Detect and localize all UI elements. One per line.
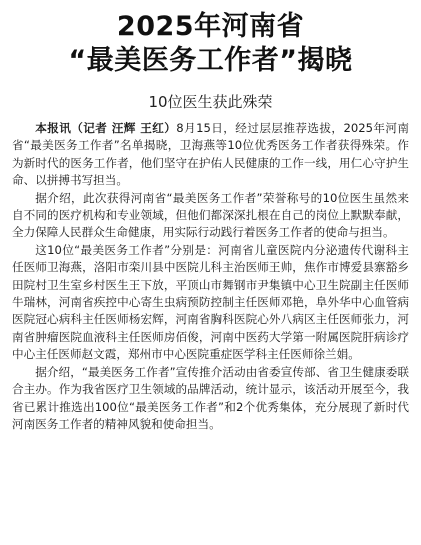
article-paragraph-4: 据介绍，“最美医务工作者”宣传推介活动由省委宣传部、省卫生健康委联合主办。作为我省医疗卫生领域的品牌活动，统计显示，该活动开展至今，我省已累计推选出100位“最美医务工作者”和2个优秀集体，充分展现了新时代河南医务工作者的精神风貌和使命担当。 [12,364,409,431]
subheadline: 10位医生获此殊荣 [148,93,273,111]
article-paragraph-2: 据介绍，此次获得河南省“最美医务工作者”荣誉称号的10位医生虽然来自不同的医疗机构和专业领域，但他们都深深扎根在自己的岗位上默默奉献，全力保障人民群众生命健康，用实际行动践行着医务工作者的使命与担当。 [12,190,409,240]
byline: 本报讯（记者 汪辉 王红） [35,121,177,135]
paragraph-1-text: 8月15日，经过层层推荐选拔，2025年河南省“最美医务工作者”名单揭晓，卫海燕等10位优秀医务工作者获得殊荣。作为新时代的医务工作者，他们坚守在护佑人民健康的工作一线，用仁心守护生命、以拼搏书写担当。 [12,121,409,188]
article-paragraph-1 [12,120,409,190]
article-paragraph-3: 这10位“最美医务工作者”分别是：河南省儿童医院内分泌遗传代谢科主任医师卫海燕，洛阳市栾川县中医院儿科主治医师王帅，焦作市博爱县寨豁乡田院村卫生室乡村医生王下放，平顶山市舞钢市尹集镇中心卫生院副主任医师牛瑞林，河南省疾控中心寄生虫病预防控制主任医师邓艳，阜外华中心血管病医院冠心病科主任医师杨宏辉，河南省胸科医院心外八病区主任医师张力，河南省肿瘤医院血液科主任医师房佰俊，河南中医药大学第一附属医院肝病诊疗中心主任医师赵文霞，郑州市中心医院重症医学科主任医师徐兰娟。 [12,242,409,362]
headline-line-2: “最美医务工作者”揭晓 [68,45,353,76]
headline-line-1: 2025年河南省 [116,11,305,42]
